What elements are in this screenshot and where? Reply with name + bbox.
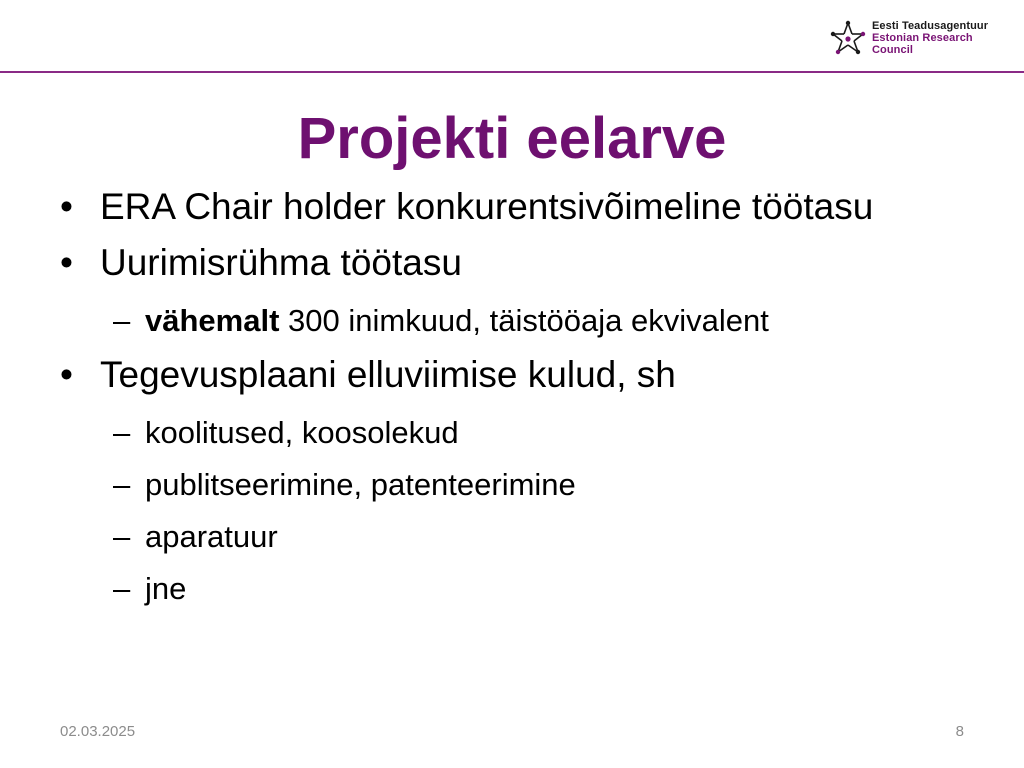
- bullet-text: Uurimisrühma töötasu: [100, 242, 462, 283]
- header-logo: [830, 18, 1005, 58]
- logo-text: [872, 20, 1005, 56]
- dash-icon: –: [113, 415, 131, 450]
- footer-date: 02.03.2025: [60, 723, 136, 740]
- bullet-text: Tegevusplaani elluviimise kulud, sh: [100, 354, 676, 395]
- bullet-icon: •: [60, 354, 73, 395]
- bullet-icon: •: [60, 242, 73, 283]
- dash-icon: –: [113, 519, 131, 554]
- slide-content: [60, 183, 960, 619]
- sub-bullet-text: aparatuur: [145, 519, 278, 554]
- sub-bullet-text: koolitused, koosolekud: [145, 415, 459, 450]
- sub-bullet-item: [60, 459, 960, 511]
- header-divider: [0, 71, 1024, 73]
- bullet-item: [60, 239, 960, 287]
- sub-bullet-item: [60, 511, 960, 563]
- star-molecule-logo-icon: [830, 20, 866, 56]
- sub-bullet-emphasis: vähemalt: [145, 303, 280, 338]
- sub-bullet-text: publitseerimine, patenteerimine: [145, 467, 576, 502]
- sub-bullet-item: [60, 407, 960, 459]
- bullet-item: [60, 351, 960, 399]
- bullet-text: ERA Chair holder konkurentsivõimeline töötasu: [100, 186, 874, 227]
- slide-title: Projekti eelarve: [297, 106, 727, 171]
- sub-bullet-text: jne: [145, 571, 187, 606]
- logo-text-estonian: Eesti Teadusagentuur: [872, 20, 989, 32]
- logo-text-english: Estonian Research Council: [872, 32, 973, 56]
- dash-icon: –: [113, 467, 131, 502]
- dash-icon: –: [113, 571, 131, 606]
- sub-bullet-list: [60, 295, 960, 347]
- sub-bullet-item: [60, 295, 960, 347]
- dash-icon: –: [113, 303, 131, 338]
- sub-bullet-text: 300 inimkuud, täistööaja ekvivalent: [279, 303, 769, 338]
- bullet-item: [60, 183, 960, 231]
- sub-bullet-item: [60, 563, 960, 615]
- slide-number: 8: [955, 723, 964, 740]
- sub-bullet-list: [60, 407, 960, 615]
- bullet-icon: •: [60, 186, 73, 227]
